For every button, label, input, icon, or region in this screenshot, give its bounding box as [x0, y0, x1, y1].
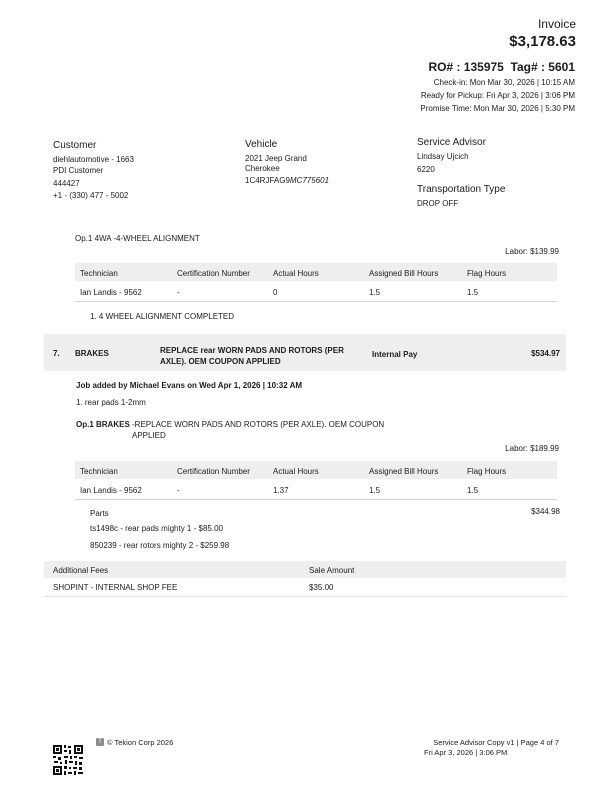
ready-pickup-time: Ready for Pickup: Fri Apr 3, 2026 | 3:06 PM	[420, 91, 575, 100]
fee-amount: $35.00	[309, 583, 334, 592]
vehicle-model-line2: Cherokee	[245, 164, 280, 173]
transport-heading: Transportation Type	[417, 184, 506, 195]
parts-total: $344.98	[531, 507, 560, 516]
part-item-2: 850239 - rear rotors mighty 2 - $259.98	[90, 541, 230, 550]
bth-technician: Technician	[80, 467, 118, 476]
job7-name: BRAKES	[75, 349, 109, 358]
job7-desc-line2: AXLE). OEM COUPON APPLIED	[160, 357, 281, 366]
alignment-labor: Labor: $139.99	[505, 247, 559, 256]
ro-number: RO# : 135975	[428, 60, 504, 74]
th-flag-hours: Flag Hours	[467, 269, 507, 278]
tag-number: Tag# : 5601	[510, 60, 575, 74]
fees-amount-heading: Sale Amount	[309, 566, 355, 575]
brakes-tech: Ian Landis - 9562	[80, 486, 142, 495]
customer-heading: Customer	[53, 140, 97, 151]
transport-value: DROP OFF	[417, 199, 459, 208]
parts-heading: Parts	[90, 509, 109, 518]
brakes-labor: Labor: $189.99	[505, 444, 559, 453]
alignment-assigned: 1.5	[369, 288, 381, 297]
th-assigned-hours: Assigned Bill Hours	[369, 269, 439, 278]
vehicle-vin	[245, 176, 329, 185]
brakes-assigned: 1.5	[369, 486, 381, 495]
customer-type: PDI Customer	[53, 166, 104, 175]
vin-prefix: 1C4RJFAG9	[245, 176, 290, 185]
part-item-1: ts1498c - rear pads mighty 1 - $85.00	[90, 524, 223, 533]
job7-desc-line1: REPLACE rear WORN PADS AND ROTORS (PER	[160, 346, 344, 355]
fees-header-band	[44, 561, 566, 578]
job7-pay-type: Internal Pay	[372, 350, 418, 359]
brakes-cert: -	[177, 486, 180, 495]
alignment-op-title: Op.1 4WA -4-WHEEL ALIGNMENT	[75, 234, 200, 243]
th-certification: Certification Number	[177, 269, 250, 278]
vehicle-model-line1: 2021 Jeep Grand	[245, 154, 307, 163]
customer-name: diehlautomotive - 1663	[53, 155, 134, 164]
job7-number: 7.	[53, 349, 60, 358]
brakes-op-title	[76, 419, 384, 441]
bth-flag-hours: Flag Hours	[467, 467, 507, 476]
footer-copyright: © Tekion Corp 2026	[107, 738, 174, 747]
vehicle-heading: Vehicle	[245, 139, 278, 150]
ro-tag-line	[428, 60, 575, 74]
tekion-logo-icon: T	[96, 738, 104, 746]
brakes-op-desc1: -REPLACE WORN PADS AND ROTORS (PER AXLE). OEM COUPON	[129, 420, 385, 429]
brakes-row-divider	[75, 499, 557, 500]
bth-certification: Certification Number	[177, 467, 250, 476]
advisor-name: Lindsay Ujcich	[417, 152, 469, 161]
vin-suffix: MC775601	[289, 176, 330, 185]
qr-code-icon	[52, 744, 84, 776]
alignment-cert: -	[177, 288, 180, 297]
brakes-flag: 1.5	[467, 486, 479, 495]
job7-amount: $534.97	[531, 349, 560, 358]
fees-row-divider	[44, 596, 566, 597]
fee-item: SHOPINT - INTERNAL SHOP FEE	[53, 583, 178, 592]
alignment-flag: 1.5	[467, 288, 479, 297]
footer-timestamp: Fri Apr 3, 2026 | 3:06 PM	[424, 748, 508, 757]
th-technician: Technician	[80, 269, 118, 278]
advisor-heading: Service Advisor	[417, 137, 486, 148]
job7-added-by: Job added by Michael Evans on Wed Apr 1, 2026 | 10:32 AM	[76, 381, 303, 390]
invoice-total: $3,178.63	[509, 33, 576, 50]
check-in-time: Check-in: Mon Mar 30, 2026 | 10:15 AM	[433, 78, 575, 87]
advisor-number: 6220	[417, 165, 435, 174]
alignment-tech: Ian Landis - 9562	[80, 288, 142, 297]
brakes-op-desc2: APPLIED	[132, 431, 166, 440]
promise-time: Promise Time: Mon Mar 30, 2026 | 5:30 PM	[420, 104, 575, 113]
customer-number: 444427	[53, 179, 80, 188]
fees-heading: Additional Fees	[53, 566, 109, 575]
th-actual-hours: Actual Hours	[273, 269, 319, 278]
alignment-note: 1. 4 WHEEL ALIGNMENT COMPLETED	[90, 312, 235, 321]
bth-assigned-hours: Assigned Bill Hours	[369, 467, 439, 476]
alignment-actual: 0	[273, 288, 278, 297]
brakes-op-label: Op.1 BRAKES	[76, 420, 130, 429]
brakes-actual: 1.37	[273, 486, 289, 495]
bth-actual-hours: Actual Hours	[273, 467, 319, 476]
customer-phone: +1 - (330) 477 - 5002	[53, 191, 129, 200]
footer-copy-info: Service Advisor Copy v1 | Page 4 of 7	[433, 738, 559, 747]
document-type: Invoice	[537, 17, 576, 31]
job7-note: 1. rear pads 1-2mm	[76, 398, 146, 407]
alignment-row-divider	[75, 301, 557, 302]
